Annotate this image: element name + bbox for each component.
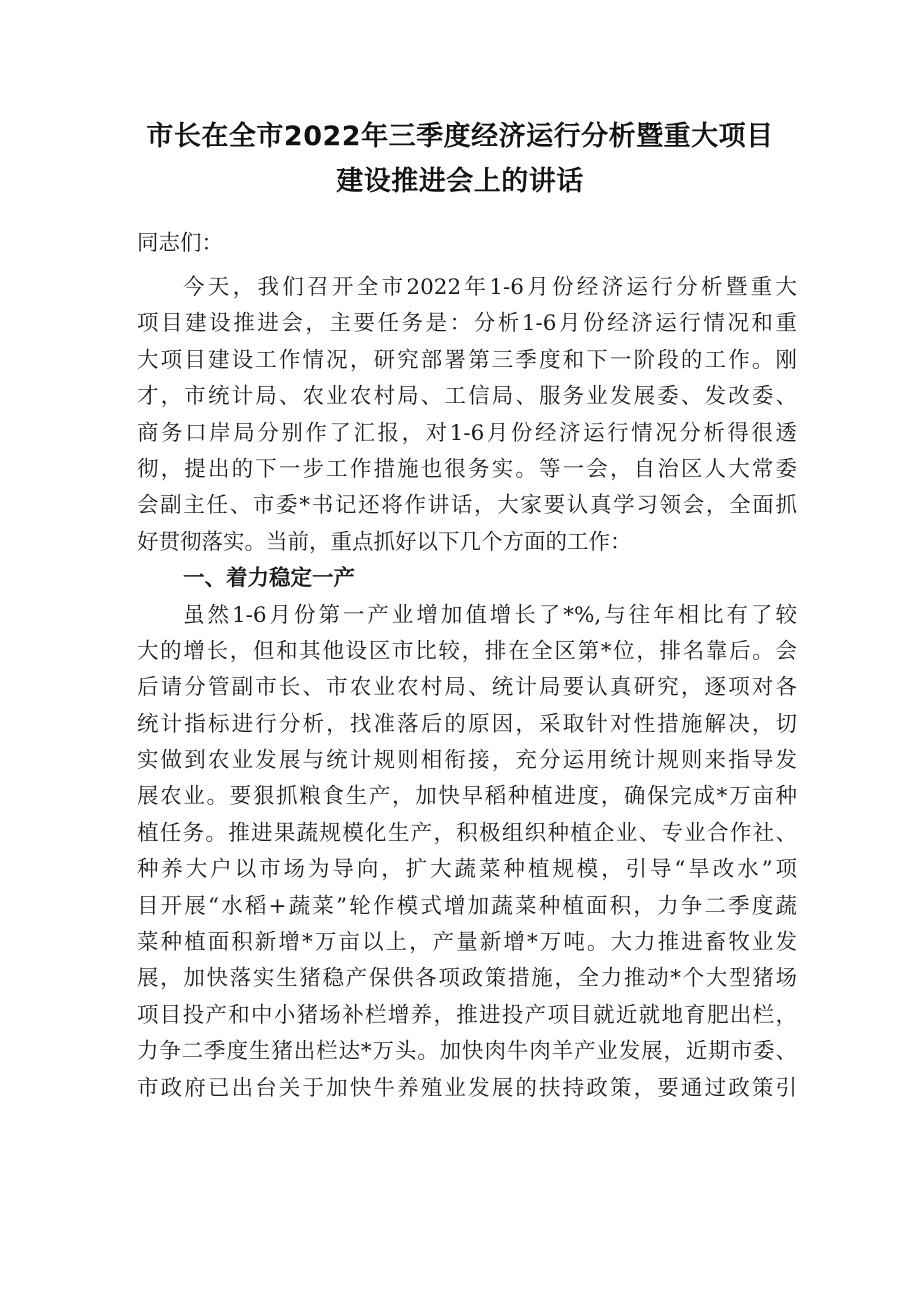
paragraph-line: 目开展“水稻+蔬菜”轮作模式增加蔬菜种植面积，力争二季度蔬 [137,893,797,919]
paragraph-line: 大的增长，但和其他设区市比较，排在全区第*位，排名靠后。会 [137,638,797,664]
paragraph-line: 实做到农业发展与统计规则相衔接，充分运用统计规则来指导发 [137,748,797,774]
salutation: 同志们： [137,231,224,256]
paragraph-line: 展农业。要狠抓粮食生产，加快早稻种植进度，确保完成*万亩种 [137,784,797,810]
paragraph-line: 展，加快落实生猪稳产保供各项政策措施，全力推动*个大型猪场 [137,966,797,992]
section-heading: 一、着力稳定一产 [183,566,356,592]
paragraph-line: 植任务。推进果蔬规模化生产，积极组织种植企业、专业合作社、 [137,820,797,846]
paragraph-line: 大项目建设工作情况，研究部署第三季度和下一阶段的工作。刚 [137,347,797,373]
paragraph-line: 商务口岸局分别作了汇报，对1-6月份经济运行情况分析得很透 [137,420,797,446]
paragraph-line: 项目建设推进会，主要任务是：分析1-6月份经济运行情况和重 [137,311,797,337]
paragraph-line: 项目投产和中小猪场补栏增养，推进投产项目就近就地育肥出栏， [137,1002,797,1028]
paragraph-line: 彻，提出的下一步工作措施也很务实。等一会，自治区人大常委 [137,456,797,482]
paragraph-line: 力争二季度生猪出栏达*万头。加快肉牛肉羊产业发展，近期市委、 [137,1039,797,1065]
paragraph-1 [137,270,797,1107]
paragraph-line: 好贯彻落实。当前，重点抓好以下几个方面的工作： [137,529,632,555]
paragraph-line: 种养大户以市场为导向，扩大蔬菜种植规模，引导“旱改水”项 [137,857,797,883]
paragraph-line: 菜种植面积新增*万亩以上，产量新增*万吨。大力推进畜牧业发 [137,930,797,956]
paragraph-line: 统计指标进行分析，找准落后的原因，采取针对性措施解决，切 [137,711,797,737]
paragraph-line: 虽然1-6月份第一产业增加值增长了*%,与往年相比有了较 [183,602,797,628]
paragraph-line: 会副主任、市委*书记还将作讲话，大家要认真学习领会，全面抓 [137,493,797,519]
paragraph-line: 才，市统计局、农业农村局、工信局、服务业发展委、发改委、 [137,384,797,410]
paragraph-line: 今天，我们召开全市2022年1-6月份经济运行分析暨重大 [183,275,797,300]
document-title-line-1: 市长在全市2022年三季度经济运行分析暨重大项目 [146,121,774,152]
paragraph-line: 市政府已出台关于加快牛养殖业发展的扶持政策，要通过政策引 [137,1075,797,1101]
paragraph-line: 后请分管副市长、市农业农村局、统计局要认真研究，逐项对各 [137,675,797,701]
document-title-line-2: 建设推进会上的讲话 [336,166,584,197]
